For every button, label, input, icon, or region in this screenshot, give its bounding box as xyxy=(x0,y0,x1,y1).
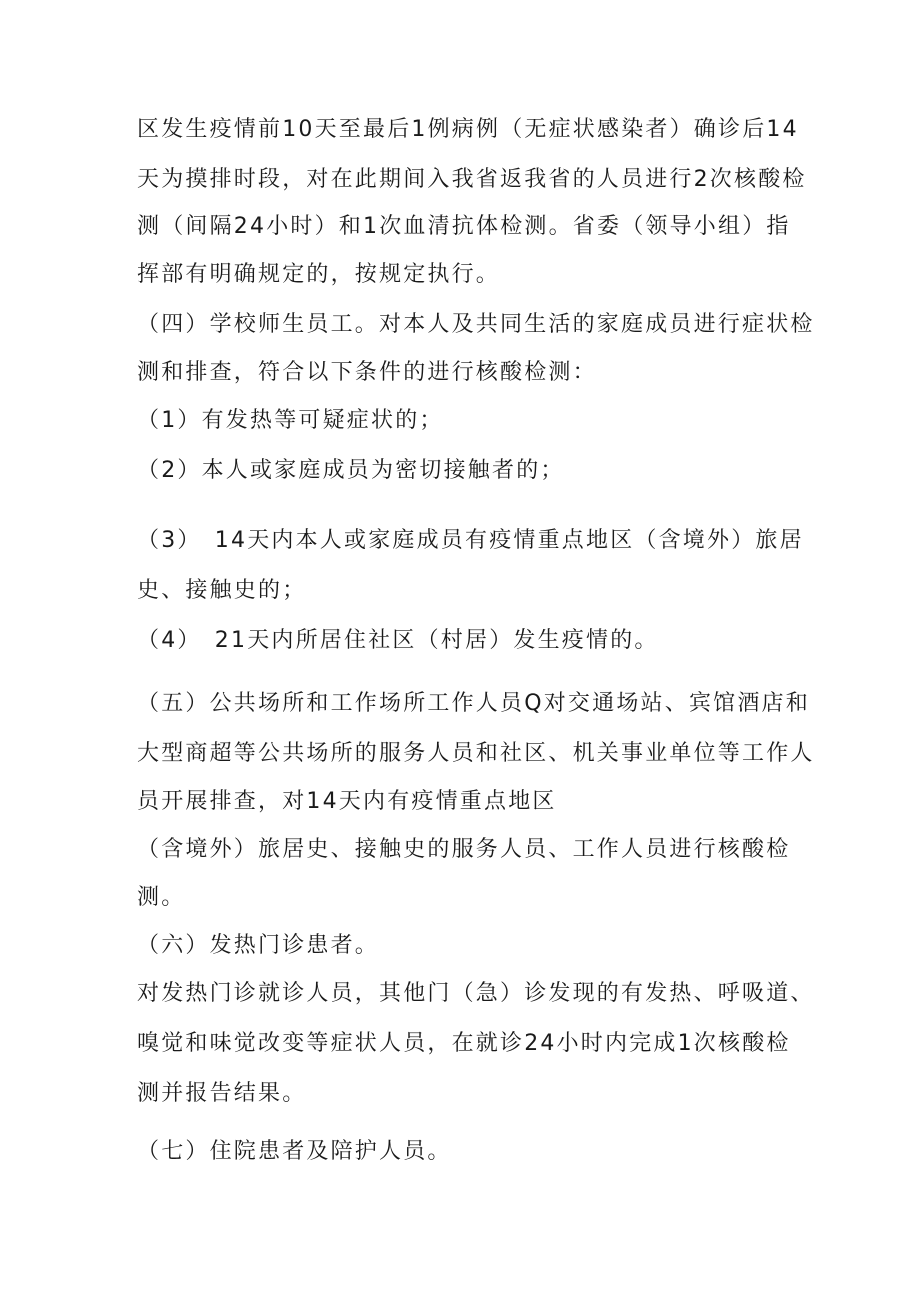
section-heading-4: （四）学校师生员工。对本人及共同生活的家庭成员进行症状检 xyxy=(137,312,815,337)
text-line: 天为摸排时段，对在此期间入我省返我省的人员进行2次核酸检 xyxy=(137,167,807,192)
text-line: 大型商超等公共场所的服务人员和社区、机关事业单位等工作人 xyxy=(137,741,815,766)
list-item: （2）本人或家庭成员为密切接触者的； xyxy=(137,458,565,483)
section-heading-5: （五）公共场所和工作场所工作人员Q对交通场站、宾馆酒店和 xyxy=(137,691,810,716)
text-line: 测（间隔24小时）和1次血清抗体检测。省委（领导小组）指 xyxy=(137,214,791,239)
list-item: （1）有发热等可疑症状的； xyxy=(137,408,444,433)
list-item: （4） 21天内所居住社区（村居）发生疫情的。 xyxy=(137,628,659,653)
text-line: 员开展排查，对14天内有疫情重点地区 xyxy=(137,789,557,814)
section-heading-6: （六）发热门诊患者。 xyxy=(137,933,380,958)
section-heading-7: （七）住院患者及陪护人员。 xyxy=(137,1139,452,1164)
text-line: 嗅觉和味觉改变等症状人员，在就诊24小时内完成1次核酸检 xyxy=(137,1031,791,1056)
text-line: 测。 xyxy=(137,885,186,910)
text-line: 区发生疫情前10天至最后1例病例（无症状感染者）确诊后14 xyxy=(137,117,799,142)
text-line: （含境外）旅居史、接触史的服务人员、工作人员进行核酸检 xyxy=(137,837,791,862)
text-line: 史、接触史的； xyxy=(137,578,307,603)
text-line: 对发热门诊就诊人员，其他门（急）诊发现的有发热、呼吸道、 xyxy=(137,981,815,1006)
text-line: 测和排查，符合以下条件的进行核酸检测： xyxy=(137,360,597,385)
text-line: 挥部有明确规定的，按规定执行。 xyxy=(137,262,501,287)
list-item: （3） 14天内本人或家庭成员有疫情重点地区（含境外）旅居 xyxy=(137,528,804,553)
text-line: 测并报告结果。 xyxy=(137,1081,307,1106)
